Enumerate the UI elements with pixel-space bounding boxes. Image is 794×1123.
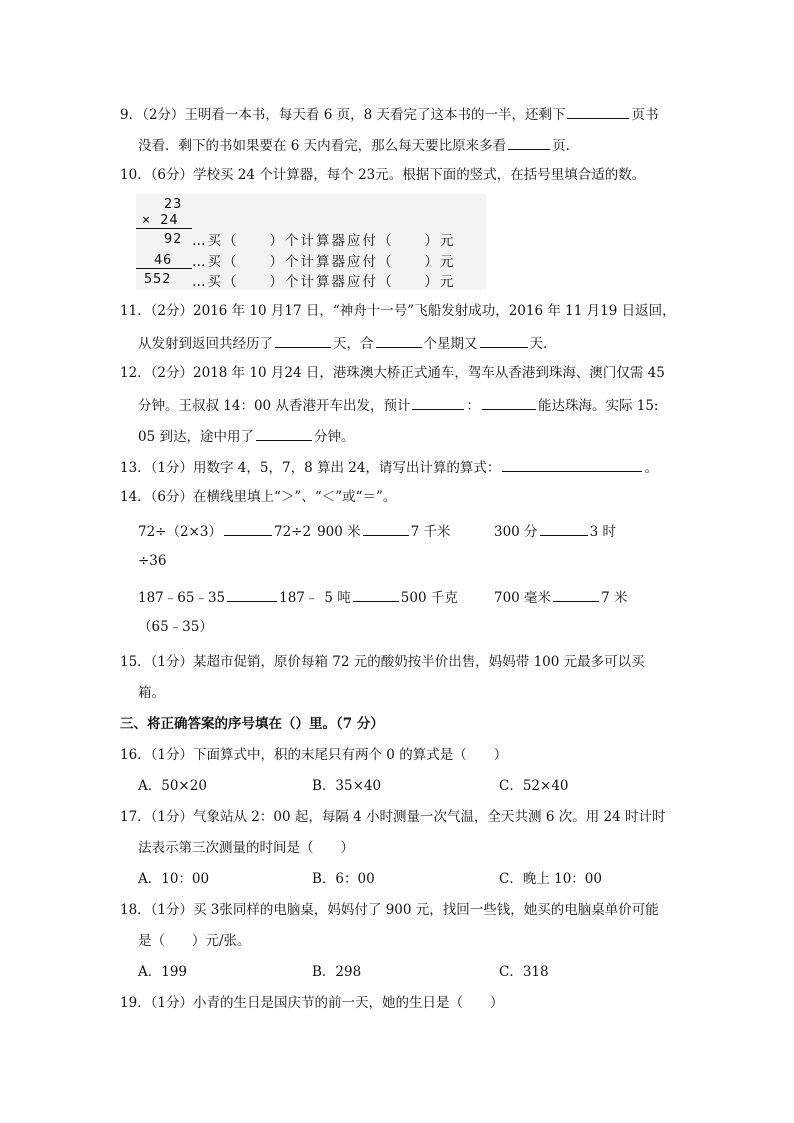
q11-text-b: 天，合 bbox=[333, 336, 374, 352]
q18-option-c[interactable]: C．318 bbox=[499, 964, 549, 980]
q17-option-b[interactable]: B．6：00 bbox=[312, 871, 375, 887]
q9-blank-1[interactable] bbox=[567, 104, 629, 119]
q9-line1 bbox=[120, 104, 658, 124]
q11-blank-extra-days[interactable] bbox=[480, 333, 528, 348]
q9-line2 bbox=[138, 135, 579, 155]
q12-text-d: 05 到达，途中用了 bbox=[138, 429, 254, 445]
q14-r1-expr-e: 300 分 bbox=[494, 524, 538, 540]
q14-r2-blank-3[interactable] bbox=[553, 587, 599, 602]
q12-blank-duration[interactable] bbox=[256, 426, 312, 441]
q15-line2: 箱。 bbox=[138, 685, 165, 701]
q9-text-c: 没看．剩下的书如果要在 6 天内看完，那么每天要比原来多看 bbox=[138, 138, 507, 154]
q10-rule-2 bbox=[136, 268, 192, 269]
q13-blank-expression[interactable] bbox=[502, 457, 642, 472]
section-3-heading: 三、将正确答案的序号填在（）里。（7 分） bbox=[120, 716, 384, 732]
q12-text-c: 能达珠海。实际 15: bbox=[537, 398, 659, 414]
q12-text-e: 分钟。 bbox=[313, 429, 355, 445]
q10-vertical-calculation bbox=[136, 194, 486, 290]
q10-row-2-text: …买（ ）个计算器应付（ ）元 bbox=[192, 254, 456, 270]
q14-stem: 14．（6分）在横线里填上“＞”、“＜”或“＝”。 bbox=[120, 489, 397, 505]
q16-option-c[interactable]: C．52×40 bbox=[499, 778, 569, 794]
q18-line1: 18．（1分）买 3张同样的电脑桌，妈妈付了 900 元，找回一些钱，她买的电脑桌单价可能 bbox=[120, 902, 659, 918]
q10-rule-1 bbox=[136, 228, 192, 229]
q11-line2 bbox=[138, 333, 557, 353]
q14-row2 bbox=[138, 587, 458, 607]
q14-row2-wrap: （65﹣35） bbox=[138, 619, 213, 635]
q19-stem: 19．（1分）小青的生日是国庆节的前一天，她的生日是（ ） bbox=[120, 995, 504, 1011]
q17-line2: 法表示第三次测量的时间是（ ） bbox=[138, 840, 354, 856]
q14-r2-expr-a: 187﹣65﹣35 bbox=[138, 590, 226, 606]
q18-option-b[interactable]: B．298 bbox=[312, 964, 362, 980]
q11-text-c: 个星期又 bbox=[423, 336, 478, 352]
q9-blank-2[interactable] bbox=[508, 135, 550, 150]
q16-option-b[interactable]: B．35×40 bbox=[312, 778, 382, 794]
q13-text-a: 13．（1分）用数字 4，5，7，8 算出 24，请写出计算的算式： bbox=[120, 460, 501, 476]
q12-line1: 12．（2分）2018 年 10 月24 日，港珠澳大桥正式通车，驾车从香港到珠海、澳门仅需 45 bbox=[120, 365, 665, 381]
q13-line1 bbox=[120, 457, 658, 477]
q18-option-a[interactable]: A．199 bbox=[138, 964, 188, 980]
q14-row2-col3 bbox=[494, 587, 627, 607]
q14-r2-expr-b: 187﹣ bbox=[279, 590, 319, 606]
q14-r2-blank-1[interactable] bbox=[227, 587, 277, 602]
q9-text-d: 页． bbox=[552, 138, 580, 154]
q14-r1-expr-b: 72÷2 bbox=[273, 524, 312, 540]
q10-multiplicand: 23 bbox=[164, 196, 183, 212]
q17-line1: 17．（1分）气象站从 2：00 起，每隔 4 小时测量一次气温，全天共测 6 次。用 24 时计时 bbox=[120, 809, 666, 825]
q9-text-b: 页书 bbox=[631, 107, 659, 123]
q14-r2-expr-e: 700 毫米 bbox=[494, 590, 552, 606]
q15-line1: 15．（1分）某超市促销，原价每箱 72 元的酸奶按半价出售，妈妈带 100 元最多可以买 bbox=[120, 654, 645, 670]
q11-line1: 11．（2分）2016 年 10 月17 日，“神舟十一号”飞船发射成功，2016 年 11 月19 日返回， bbox=[120, 303, 676, 319]
q11-blank-weeks[interactable] bbox=[376, 333, 422, 348]
q12-line3 bbox=[138, 426, 354, 446]
q14-r2-blank-2[interactable] bbox=[353, 587, 399, 602]
q14-r1-expr-a: 72÷（2×3） bbox=[138, 524, 222, 540]
q17-option-a[interactable]: A．10：00 bbox=[138, 871, 210, 887]
q13-text-b: 。 bbox=[644, 460, 658, 476]
q10-row-1-text: …买（ ）个计算器应付（ ）元 bbox=[192, 233, 456, 249]
q10-stem: 10．（6分）学校买 24 个计算器，每个 23元。根据下面的竖式，在括号里填合适的数。 bbox=[120, 167, 646, 183]
q16-stem: 16．（1分）下面算式中，积的末尾只有两个 0 的算式是（ ） bbox=[120, 747, 508, 763]
q11-text-d: 天． bbox=[529, 336, 557, 352]
q10-partial-2: 46 bbox=[154, 252, 173, 268]
q16-option-a[interactable]: A．50×20 bbox=[138, 778, 207, 794]
q12-line2 bbox=[138, 395, 658, 415]
q11-text-a: 从发射到返回共经历了 bbox=[138, 336, 273, 352]
q14-r1-blank-1[interactable] bbox=[224, 521, 272, 536]
q14-r2-expr-c: 5 吨 bbox=[324, 590, 351, 606]
q17-option-c[interactable]: C．晚上 10：00 bbox=[499, 871, 602, 887]
q14-row1-col3 bbox=[494, 521, 616, 541]
q14-r1-expr-f: 3 时 bbox=[589, 524, 616, 540]
q10-multiplier: × 24 bbox=[142, 212, 179, 228]
q9-text-a: 9．（2分）王明看一本书，每天看 6 页，8 天看完了这本书的一半，还剩下 bbox=[120, 107, 566, 123]
q14-row1-wrap: ÷36 bbox=[138, 553, 167, 569]
q14-r2-expr-f: 7 米 bbox=[601, 590, 628, 606]
q14-r1-blank-3[interactable] bbox=[540, 521, 588, 536]
q12-blank-hour[interactable] bbox=[412, 395, 464, 410]
q14-row1 bbox=[138, 521, 451, 541]
q10-partial-1: 92 bbox=[164, 231, 183, 247]
q14-r2-expr-d: 500 千克 bbox=[400, 590, 458, 606]
q10-product: 552 bbox=[144, 271, 172, 287]
q18-line2: 是（ ）元/张。 bbox=[138, 933, 251, 949]
q12-blank-minute[interactable] bbox=[482, 395, 536, 410]
q10-row-3-text: …买（ ）个计算器应付（ ）元 bbox=[192, 274, 456, 290]
q14-r1-blank-2[interactable] bbox=[363, 521, 409, 536]
q12-text-a: 分钟。王叔叔 14：00 从香港开车出发，预计 bbox=[138, 398, 411, 414]
q14-r1-expr-d: 7 千米 bbox=[410, 524, 451, 540]
q12-text-b: ： bbox=[466, 398, 480, 414]
q14-r1-expr-c: 900 米 bbox=[317, 524, 361, 540]
q11-blank-days[interactable] bbox=[275, 333, 331, 348]
